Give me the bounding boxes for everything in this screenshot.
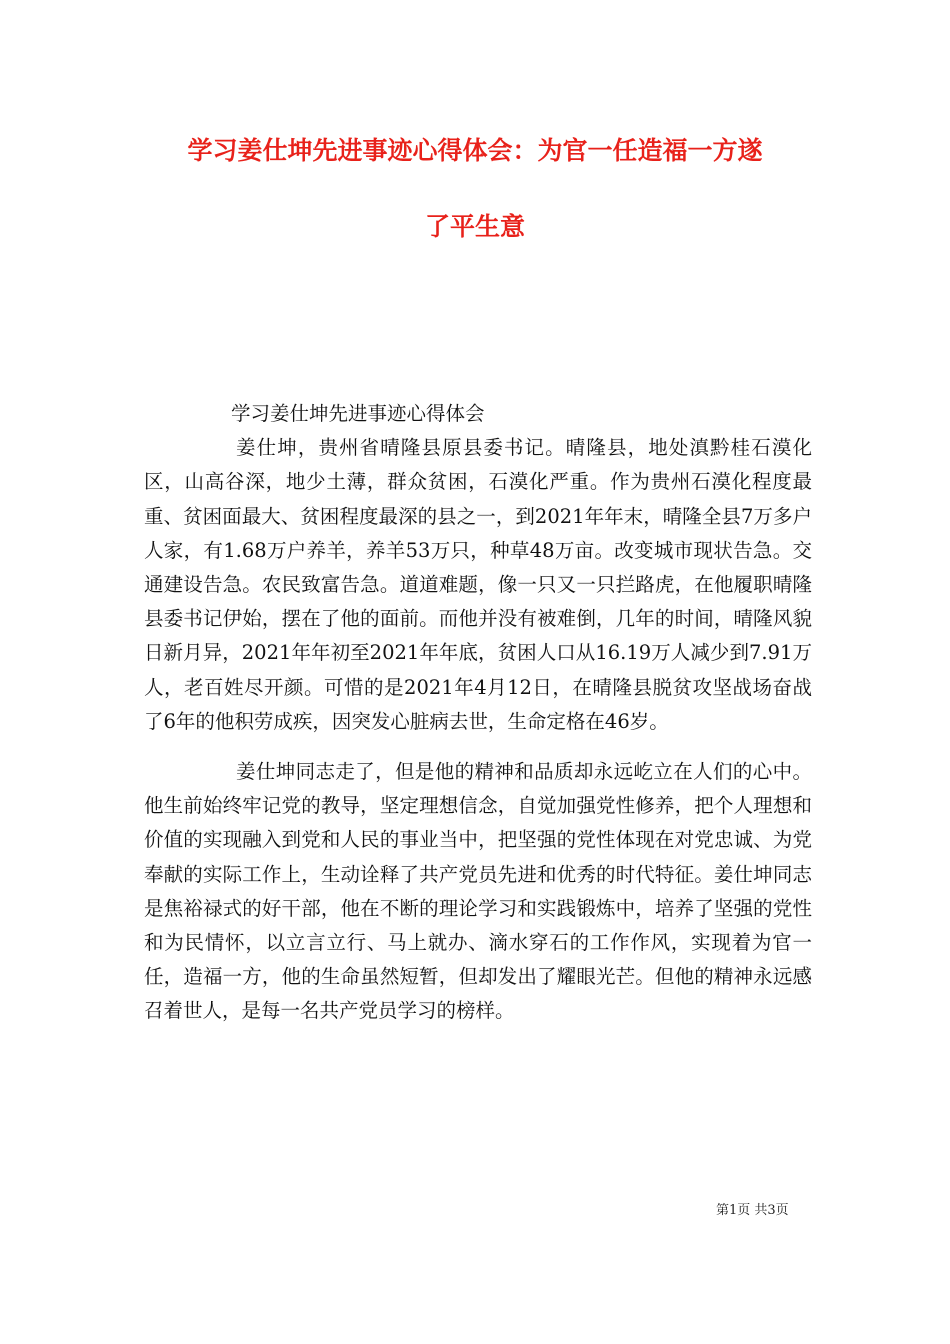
paragraph-1: 姜仕坤，贵州省晴隆县原县委书记。晴隆县，地处滇黔桂石漠化区，山高谷深，地少土薄，群众贫困，石漠化严重。作为贵州石漠化程度最重、贫困面最大、贫困程度最深的县之一，到2021年年末，晴隆全县7万多户人家，有1.68万户养羊，养羊53万只，种草48万亩。改变城市现状告急。交通建设告急。农民致富告急。道道难题，像一只又一只拦路虎，在他履职晴隆县委书记伊始，摆在了他的面前。而他并没有被难倒，几年的时间，晴隆风貌日新月异，2021年年初至2021年年底，贫困人口从16.19万人减少到7.91万人，老百姓尽开颜。可惜的是2021年4月12日，在晴隆县脱贫攻坚战场奋战了6年的他积劳成疾，因突发心脏病去世，生命定格在46岁。 xyxy=(144,436,812,733)
document-body xyxy=(144,397,812,1029)
paragraph-2: 姜仕坤同志走了，但是他的精神和品质却永远屹立在人们的心中。他生前始终牢记党的教导，坚定理想信念，自觉加强党性修养，把个人理想和价值的实现融入到党和人民的事业当中，把坚强的党性体现在对党忠诚、为党奉献的实际工作上，生动诠释了共产党员先进和优秀的时代特征。姜仕坤同志是焦裕禄式的好干部，他在不断的理论学习和实践锻炼中，培养了坚强的党性和为民情怀，以立言立行、马上就办、滴水穿石的工作作风，实现着为官一任，造福一方，他的生命虽然短暂，但却发出了耀眼光芒。但他的精神永远感召着世人，是每一名共产党员学习的榜样。 xyxy=(144,760,812,1023)
page-number-footer: 第1页 共3页 xyxy=(716,1203,789,1218)
document-subtitle: 学习姜仕坤先进事迹心得体会 xyxy=(231,402,485,425)
document-title-line-1: 学习姜仕坤先进事迹心得体会：为官一任造福一方遂 xyxy=(187,136,763,165)
document-title-line-2: 了平生意 xyxy=(424,212,525,241)
